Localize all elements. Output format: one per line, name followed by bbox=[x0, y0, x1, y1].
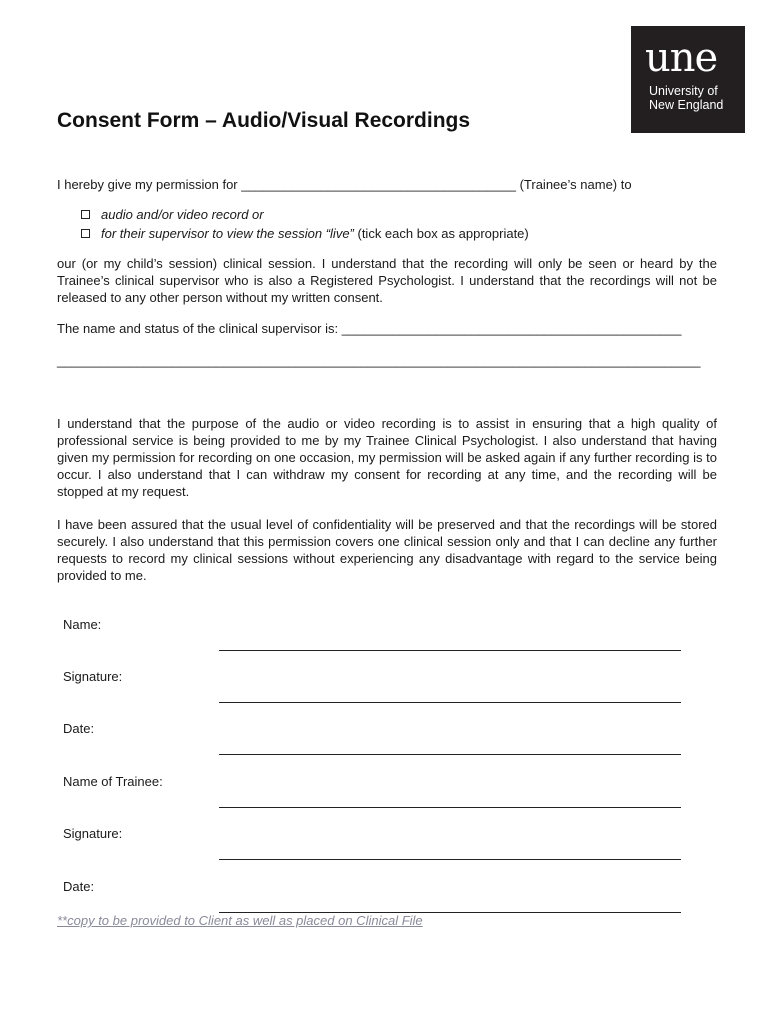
field-line-signature[interactable] bbox=[219, 702, 681, 703]
logo-mark: une bbox=[645, 35, 718, 81]
consent-paragraph-1: our (or my child’s session) clinical session. I understand that the recording will only be seen or heard by the Trainee’s clinical supervisor who is also a Registered Psychologist. I understand that the recordings will not be released to any other person without my written consent. bbox=[57, 256, 717, 305]
field-label-trainee-name: Name of Trainee: bbox=[63, 774, 163, 789]
field-line-trainee-name[interactable] bbox=[219, 807, 681, 808]
permission-statement: I hereby give my permission for ______________________________________ (Trainee’s name) to bbox=[57, 177, 632, 192]
field-label-trainee-date: Date: bbox=[63, 879, 95, 894]
option-live-view-label: for their supervisor to view the session “live” bbox=[101, 226, 354, 241]
logo-text-line2: New England bbox=[649, 98, 724, 112]
field-label-name: Name: bbox=[63, 617, 102, 632]
field-label-trainee-signature: Signature: bbox=[63, 826, 123, 841]
consent-paragraph-3: I have been assured that the usual level of confidentiality will be preserved and that the recordings will be stored securely. I also understand that this permission covers one clinical session only and that I can decline any further requests to record my clinical sessions without experiencing any disadvantage with regard to the service being provided to me. bbox=[57, 517, 717, 583]
page-title: Consent Form – Audio/Visual Recordings bbox=[57, 109, 471, 132]
field-label-date: Date: bbox=[63, 721, 95, 736]
field-line-trainee-signature[interactable] bbox=[219, 859, 681, 860]
checkbox-live-view[interactable] bbox=[81, 229, 90, 238]
footnote: **copy to be provided to Client as well as placed on Clinical File bbox=[57, 913, 423, 928]
option-record-label: audio and/or video record or bbox=[101, 207, 264, 222]
consent-paragraph-2: I understand that the purpose of the audio or video recording is to assist in ensuring that a high quality of professional service is being provided to me by my Trainee Clinical Psychologist. I also understand that having given my permission for recording on one occasion, my permission will be asked again if any further recording is to occur. I also understand that I can withdraw my consent for recording at any time, and the recording will be stopped at my request. bbox=[57, 416, 717, 499]
field-line-name[interactable] bbox=[219, 650, 681, 651]
une-logo bbox=[631, 26, 745, 133]
supervisor-statement: The name and status of the clinical supervisor is: _______________________________________________ bbox=[57, 321, 682, 336]
option-record[interactable] bbox=[81, 206, 264, 224]
checkbox-record[interactable] bbox=[81, 210, 90, 219]
option-live-view[interactable] bbox=[81, 225, 529, 243]
supervisor-continuation-line: _________________________________________________________________________________________ bbox=[57, 353, 701, 368]
field-line-date[interactable] bbox=[219, 754, 681, 755]
logo-text-line1: University of bbox=[649, 84, 718, 98]
option-live-view-instruction: (tick each box as appropriate) bbox=[353, 226, 529, 241]
field-label-signature: Signature: bbox=[63, 669, 123, 684]
